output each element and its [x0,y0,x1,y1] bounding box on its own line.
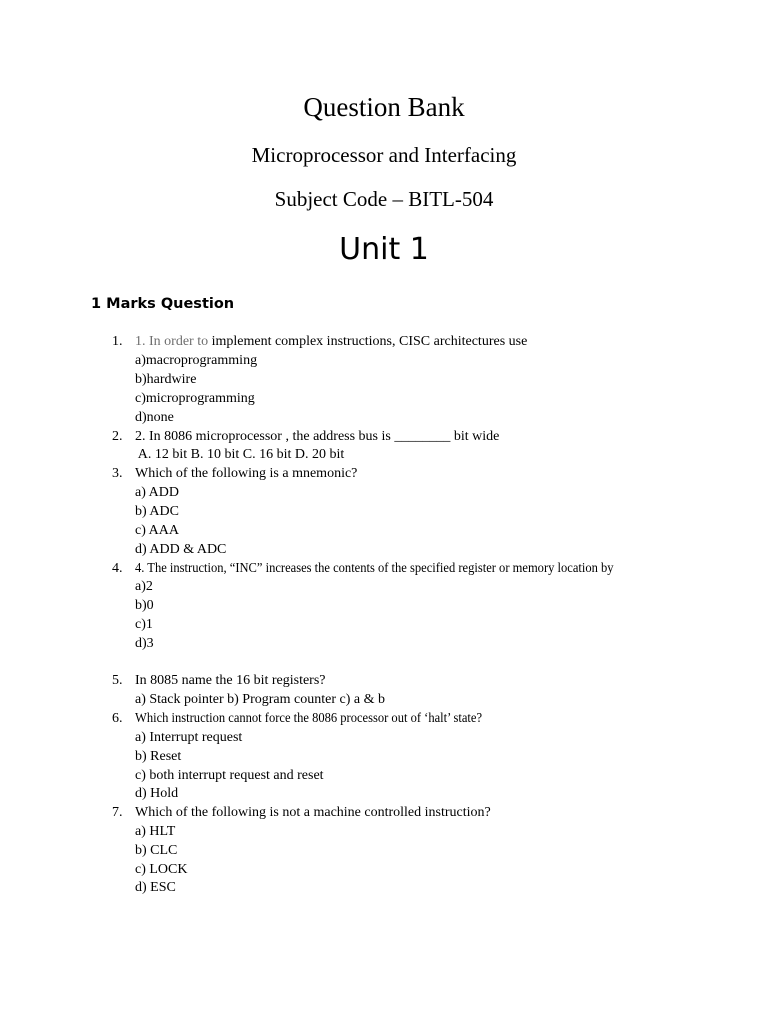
option: b) ADC [135,504,179,519]
question-text [135,709,523,728]
question-number: 4. [112,561,123,576]
question-text: 2. In 8086 microprocessor , the address bus is ________ bit wide [135,429,500,444]
question-body: implement complex instructions, CISC architectures use [208,334,528,349]
option: a) ADD [135,485,179,500]
option: a)macroprogramming [135,353,258,368]
options-line: a) Stack pointer b) Program counter c) a & b [135,692,385,707]
option: a)2 [135,579,153,594]
subject-name: Microprocessor and Interfacing [251,143,517,167]
question-number: 6. [112,711,123,726]
question-text-condensed [135,559,614,578]
question-body: The instruction, “INC” increases the contents of the specified register or memory location by [144,561,614,576]
option: c) both interrupt request and reset [135,768,324,783]
document-title: Question Bank [303,92,465,122]
section-heading: 1 Marks Question [91,296,235,312]
question-text: Which of the following is a mnemonic? [135,466,358,481]
option: b) CLC [135,843,178,858]
question-text [135,332,527,351]
option: c)microprogramming [135,391,255,406]
unit-title: Unit 1 [339,232,429,267]
option: b)hardwire [135,372,197,387]
question-prefix: 1. In order to [135,334,209,349]
question-number: 7. [112,805,123,820]
question-text: In 8085 name the 16 bit registers? [135,673,326,688]
option: a) HLT [135,824,176,839]
option: d) ESC [135,880,176,895]
question-number: 3. [112,466,123,481]
option: d)3 [135,636,154,651]
option: c) AAA [135,523,179,538]
question-number: 5. [112,673,123,688]
option: c) LOCK [135,862,188,877]
question-text [135,559,670,578]
option: b) Reset [135,749,182,764]
option: d) ADD & ADC [135,542,227,557]
question-text: Which of the following is not a machine controlled instruction? [135,805,491,820]
option: b)0 [135,598,154,613]
option: a) Interrupt request [135,730,243,745]
question-body: Which instruction cannot force the 8086 processor out of ‘halt’ state? [135,711,483,726]
question-prefix: 4. [135,561,145,576]
options-line: A. 12 bit B. 10 bit C. 16 bit D. 20 bit [135,447,345,462]
option: d)none [135,410,174,425]
subject-code: Subject Code – BITL-504 [274,187,494,211]
option: d) Hold [135,786,179,801]
question-number: 2. [112,429,123,444]
option: c)1 [135,617,153,632]
question-number: 1. [112,334,123,349]
